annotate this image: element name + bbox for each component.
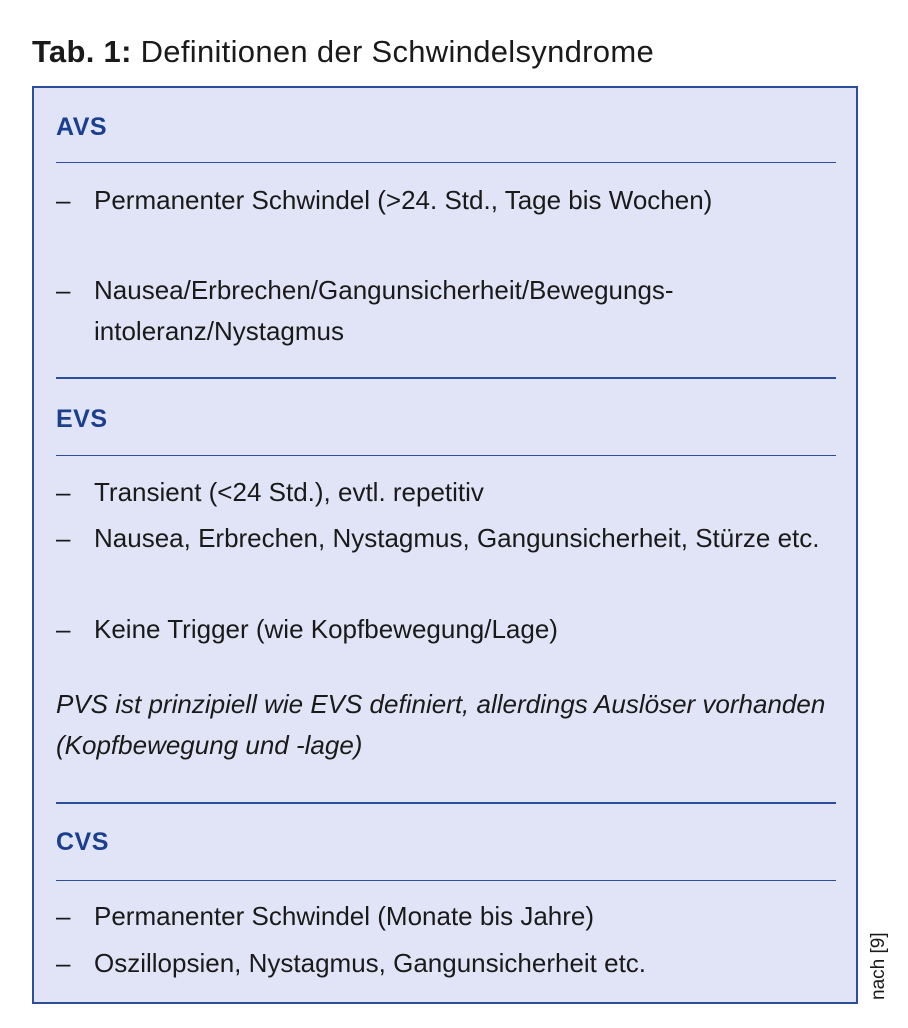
dash-bullet: – bbox=[56, 948, 71, 978]
list-item bbox=[56, 943, 846, 984]
section-heading-evs: EVS bbox=[56, 405, 108, 433]
table-title bbox=[32, 30, 654, 74]
section-divider bbox=[56, 455, 836, 456]
list-item-text: Permanenter Schwindel (Monate bis Jahre) bbox=[94, 901, 595, 931]
list-item bbox=[56, 518, 846, 559]
dash-bullet: – bbox=[56, 614, 71, 644]
section-divider bbox=[56, 880, 836, 881]
list-item-text: Nausea/Erbrechen/Gangunsicherheit/Bewegungs-intoleranz/Nystagmus bbox=[94, 275, 674, 346]
list-item bbox=[56, 180, 846, 221]
section-divider bbox=[56, 377, 836, 379]
list-item-text: Transient (<24 Std.), evtl. repetitiv bbox=[94, 477, 484, 507]
pvs-note: PVS ist prinzipiell wie EVS definiert, allerdings Auslöser vorhanden (Kopfbewegung und -lage) bbox=[56, 689, 826, 760]
dash-bullet: – bbox=[56, 523, 71, 553]
section-divider bbox=[56, 802, 836, 804]
dash-bullet: – bbox=[56, 901, 71, 931]
source-citation: nach [9] bbox=[868, 932, 889, 1000]
list-item-text: Permanenter Schwindel (>24. Std., Tage bis Wochen) bbox=[94, 185, 713, 215]
dash-bullet: – bbox=[56, 185, 71, 215]
list-item-text: Oszillopsien, Nystagmus, Gangunsicherheit etc. bbox=[94, 948, 647, 978]
table-caption: Definitionen der Schwindelsyndrome bbox=[140, 34, 654, 69]
list-item bbox=[56, 472, 846, 513]
section-divider bbox=[56, 162, 836, 163]
dash-bullet: – bbox=[56, 477, 71, 507]
dash-bullet: – bbox=[56, 275, 71, 305]
section-heading-cvs: CVS bbox=[56, 828, 109, 856]
list-item bbox=[56, 896, 846, 937]
list-item-text: Keine Trigger (wie Kopfbewegung/Lage) bbox=[94, 614, 558, 644]
section-heading-avs: AVS bbox=[56, 113, 108, 141]
list-item bbox=[56, 270, 846, 352]
list-item bbox=[56, 609, 846, 650]
list-item-text: Nausea, Erbrechen, Nystagmus, Gangunsicherheit, Stürze etc. bbox=[94, 523, 820, 553]
table-number: Tab. 1: bbox=[32, 34, 132, 69]
